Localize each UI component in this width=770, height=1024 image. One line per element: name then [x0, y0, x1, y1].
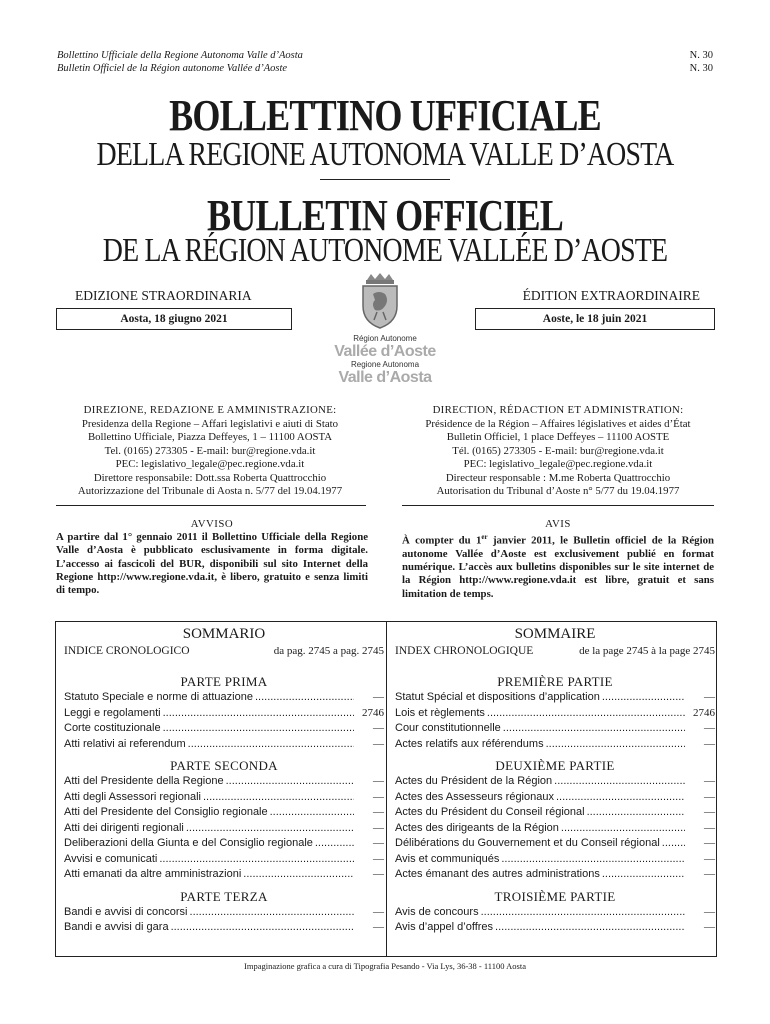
part-heading: PARTE TERZA: [180, 888, 268, 904]
toc-title: SOMMARIO: [182, 626, 266, 642]
part-heading: PARTE PRIMA: [180, 674, 268, 689]
dot-leader: [159, 852, 354, 868]
toc-entry[interactable]: [395, 774, 715, 790]
dot-leader: [226, 774, 354, 790]
dot-leader: [481, 905, 685, 921]
header-title-fr: Bulletin Officiel de la Région autonome Vallée d’Aoste: [57, 63, 288, 74]
contact-line: PEC: legislativo_legale@pec.regione.vda.it: [463, 458, 653, 470]
index-pages: de la page 2745 à la page 2745: [579, 645, 715, 657]
toc-column-fr: [395, 622, 715, 936]
contact-line: Tél. (0165) 273305 - E-mail: bur@regione.vda.it: [452, 444, 664, 457]
contact-block-fr: [398, 404, 718, 499]
toc-entry-label: Bandi e avvisi di gara: [64, 921, 169, 933]
toc-entry-label: Avis de concours: [395, 905, 479, 918]
toc-entry-label: Atti del Presidente del Consiglio regionale: [64, 806, 268, 818]
contact-line: Presidenza della Regione – Affari legislativi e aiuti di Stato: [81, 417, 339, 430]
toc-entry-label: Atti degli Assessori regionali: [64, 790, 201, 803]
contact-line: Autorisation du Tribunal d’Aoste n° 5/77 du 19.04.1977: [436, 485, 680, 497]
toc-entry-page: —: [704, 737, 715, 750]
toc-entry-page: —: [704, 806, 715, 818]
toc-entry[interactable]: [64, 836, 384, 852]
toc-entry[interactable]: [64, 905, 384, 921]
masthead-title-fr: BULLETIN OFFICIEL: [207, 191, 563, 240]
index-label: INDICE CRONOLOGICO: [64, 645, 190, 657]
toc-entry-page: —: [373, 821, 384, 834]
toc-entry-page: —: [373, 722, 384, 734]
toc-entry-label: Délibérations du Gouvernement et du Conseil régional: [395, 837, 660, 849]
dot-leader: [171, 920, 354, 936]
toc-entry-label: Atti del Presidente della Regione: [64, 775, 224, 787]
notice-superscript: er: [481, 533, 488, 542]
edition-label-fr: ÉDITION EXTRAORDINAIRE: [522, 288, 700, 303]
toc-entry[interactable]: [395, 852, 715, 868]
issue-number: [690, 49, 713, 75]
contact-line: Bollettino Ufficiale, Piazza Deffeyes, 1 – 11100 AOSTA: [87, 431, 333, 443]
part-heading: DEUXIÈME PARTIE: [495, 758, 615, 773]
dot-leader: [163, 706, 354, 722]
dot-leader: [554, 774, 685, 790]
contact-heading: DIRECTION, RÉDACTION ET ADMINISTRATION:: [432, 404, 684, 416]
toc-entry-page: —: [373, 691, 384, 703]
toc-section-list: [64, 774, 384, 883]
toc-title: SOMMAIRE: [514, 626, 596, 642]
dot-leader: [501, 852, 685, 868]
dot-leader: [587, 805, 685, 821]
dot-leader: [163, 721, 354, 737]
logo-region-fr: Région Autonome: [353, 334, 417, 343]
toc-entry-label: Actes du Président du Conseil régional: [395, 806, 585, 818]
contact-heading: DIREZIONE, REDAZIONE E AMMINISTRAZIONE:: [83, 404, 337, 416]
toc-entry-page: —: [373, 737, 384, 750]
dot-leader: [546, 737, 685, 753]
toc-entry-page: —: [373, 852, 384, 865]
dot-leader: [243, 867, 354, 883]
toc-section-list: [64, 905, 384, 936]
toc-entry-page: —: [704, 722, 715, 734]
toc-entry-page: —: [704, 905, 715, 918]
toc-entry[interactable]: [64, 920, 384, 936]
divider: [402, 505, 714, 506]
part-heading: PARTE SECONDA: [170, 758, 278, 773]
contact-line: Bulletin Officiel, 1 place Deffeyes – 11100 AOSTE: [446, 431, 670, 443]
toc-entry[interactable]: [64, 737, 384, 753]
toc-entry[interactable]: [395, 805, 715, 821]
logo-region-it: Regione Autonoma: [350, 360, 420, 369]
dot-leader: [602, 690, 685, 706]
toc-entry-page: —: [373, 775, 384, 787]
toc-entry-label: Corte costituzionale: [64, 722, 161, 734]
running-header: [57, 49, 713, 75]
toc-entry[interactable]: [395, 706, 715, 722]
dot-leader: [203, 790, 354, 806]
toc-entry-label: Avis et communiqués: [395, 852, 500, 865]
toc-entry[interactable]: [395, 790, 715, 806]
toc-entry[interactable]: [395, 905, 715, 921]
toc-entry-label: Bandi e avvisi di concorsi: [64, 905, 188, 918]
dot-leader: [602, 867, 685, 883]
header-title-it: Bollettino Ufficiale della Regione Autonoma Valle d’Aosta: [57, 50, 303, 61]
dot-leader: [188, 737, 354, 753]
toc-entry-label: Actes des dirigeants de la Région: [395, 821, 559, 834]
toc-entry-label: Leggi e regolamenti: [64, 706, 161, 719]
toc-entry-label: Statut Spécial et dispositions d’application: [395, 691, 600, 703]
toc-entry[interactable]: [64, 774, 384, 790]
masthead-title-it: BOLLETTINO UFFICIALE: [169, 91, 601, 140]
toc-entry[interactable]: [64, 690, 384, 706]
toc-entry-page: —: [704, 921, 715, 933]
toc-entry-label: Lois et règlements: [395, 706, 485, 719]
date-box-it: Aosta, 18 giugno 2021: [56, 308, 292, 330]
toc-entry-page: 2746: [693, 706, 715, 719]
toc-entry[interactable]: [64, 852, 384, 868]
divider: [56, 505, 366, 506]
issue-number-fr: N. 30: [689, 63, 713, 74]
date-box-fr: Aoste, le 18 juin 2021: [475, 308, 715, 330]
toc-entry[interactable]: [395, 821, 715, 837]
notice-text-end: janvier 2011, le Bulletin officiel de la Région autonome Vallée d’Aoste est exclusivement publié en format numérique. L’accès aux bulletins disponibles sur le site internet de la Région http://www.regione.vda.it est libre, gratuit et sans limitation de temps.: [402, 534, 714, 600]
toc-entry-page: —: [373, 905, 384, 918]
contact-line: Autorizzazione del Tribunale di Aosta n. 5/77 del 19.04.1977: [77, 485, 343, 497]
notice-title: AVVISO: [190, 518, 234, 530]
printer-credit: Impaginazione grafica a cura di Tipografia Pesando - Via Lys, 36-38 - 11100 Aosta: [244, 961, 526, 971]
toc-entry-page: —: [373, 837, 384, 849]
toc-entry-page: —: [373, 806, 384, 818]
toc-entry-label: Deliberazioni della Giunta e del Consiglio regionale: [64, 837, 313, 849]
toc-entry-label: Atti relativi ai referendum: [64, 737, 186, 750]
masthead-subtitle-fr: DE LA RÉGION AUTONOME VALLÉE D’AOSTE: [102, 232, 668, 269]
notice-title: AVIS: [545, 518, 571, 530]
table-of-contents: [55, 621, 717, 957]
masthead-subtitle-it: DELLA REGIONE AUTONOMA VALLE D’AOSTA: [96, 136, 674, 173]
toc-entry[interactable]: [395, 867, 715, 883]
part-heading: PREMIÈRE PARTIE: [497, 674, 613, 689]
toc-entry-label: Actes relatifs aux référendums: [395, 737, 544, 750]
toc-entry-label: Actes du Président de la Région: [395, 775, 553, 787]
toc-entry[interactable]: [395, 721, 715, 737]
dot-leader: [503, 721, 685, 737]
dot-leader: [186, 821, 354, 837]
masthead-divider: [320, 179, 450, 180]
toc-section-list: [64, 690, 384, 752]
toc-entry-label: Actes des Assesseurs régionaux: [395, 790, 554, 803]
toc-section-list: [395, 905, 715, 936]
toc-entry[interactable]: [64, 706, 384, 722]
toc-entry-page: —: [704, 837, 715, 849]
toc-entry-label: Avvisi e comunicati: [64, 852, 158, 865]
chronological-index[interactable]: [395, 645, 715, 657]
toc-section-list: [395, 690, 715, 752]
dot-leader: [315, 836, 354, 852]
dot-leader: [255, 690, 354, 706]
contact-line: Présidence de la Région – Affaires législatives et aides d’État: [425, 417, 691, 430]
dot-leader: [487, 706, 685, 722]
dot-leader: [270, 805, 354, 821]
contact-line: PEC: legislativo_legale@pec.regione.vda.it: [115, 458, 305, 470]
column-divider: [386, 622, 387, 956]
toc-entry-label: Actes émanant des autres administrations: [395, 868, 600, 880]
contact-block-it: [50, 404, 370, 499]
toc-entry-page: —: [704, 790, 715, 803]
toc-entry-label: Statuto Speciale e norme di attuazione: [64, 691, 253, 703]
dot-leader: [556, 790, 685, 806]
dot-leader: [662, 836, 685, 852]
toc-entry[interactable]: [395, 690, 715, 706]
region-logo: [330, 334, 440, 386]
contact-line: Directeur responsable : M.me Roberta Quattrocchio: [445, 471, 671, 484]
dot-leader: [561, 821, 685, 837]
toc-entry-label: Cour constitutionnelle: [395, 722, 501, 734]
logo-name-fr: Vallée d’Aoste: [334, 343, 436, 360]
toc-entry-page: —: [373, 921, 384, 933]
toc-entry-page: —: [704, 852, 715, 865]
toc-entry[interactable]: [395, 836, 715, 852]
edition-label-it: EDIZIONE STRAORDINARIA: [75, 288, 252, 303]
toc-entry[interactable]: [64, 805, 384, 821]
contact-line: Tel. (0165) 273305 - E-mail: bur@regione.vda.it: [104, 444, 316, 457]
toc-entry-page: —: [373, 868, 384, 880]
toc-entry[interactable]: [64, 821, 384, 837]
notice-text: A partire dal 1° gennaio 2011 il Bollettino Ufficiale della Regione Valle d’Aosta è pubblicato esclusivamente in forma digitale. L’accesso ai fascicoli del BUR, disponibili sul sito Internet della Regione http://www.regione.vda.it, è libero, gratuito e senza limiti di tempo.: [56, 531, 368, 597]
toc-column-it: [64, 622, 384, 936]
toc-entry-label: Atti dei dirigenti regionali: [64, 821, 184, 834]
toc-entry[interactable]: [64, 867, 384, 883]
toc-entry-page: —: [704, 821, 715, 834]
toc-entry[interactable]: [395, 737, 715, 753]
toc-entry-page: —: [704, 868, 715, 880]
notice-fr: [402, 518, 714, 601]
toc-entry-label: Avis d’appel d’offres: [395, 921, 494, 933]
toc-entry[interactable]: [64, 721, 384, 737]
toc-section-list: [395, 774, 715, 883]
toc-entry[interactable]: [395, 920, 715, 936]
dot-leader: [190, 905, 354, 921]
index-pages: da pag. 2745 a pag. 2745: [273, 645, 384, 657]
coat-of-arms-icon: [357, 272, 403, 330]
part-heading: TROISIÈME PARTIE: [494, 888, 616, 904]
dot-leader: [495, 920, 685, 936]
notice-it: [56, 518, 368, 597]
toc-entry-page: 2746: [362, 706, 384, 719]
notice-text-start: À compter du 1: [402, 534, 482, 547]
toc-entry-label: Atti emanati da altre amministrazioni: [64, 868, 242, 880]
toc-entry[interactable]: [64, 790, 384, 806]
chronological-index[interactable]: [64, 645, 384, 657]
toc-entry-page: —: [373, 790, 384, 803]
toc-entry-page: —: [704, 691, 715, 703]
issue-number-it: N. 30: [689, 50, 713, 61]
contact-line: Direttore responsabile: Dott.ssa Roberta Quattrocchio: [93, 471, 327, 484]
logo-name-it: Valle d’Aosta: [338, 369, 432, 386]
index-label: INDEX CHRONOLOGIQUE: [395, 645, 534, 657]
toc-entry-page: —: [704, 775, 715, 787]
